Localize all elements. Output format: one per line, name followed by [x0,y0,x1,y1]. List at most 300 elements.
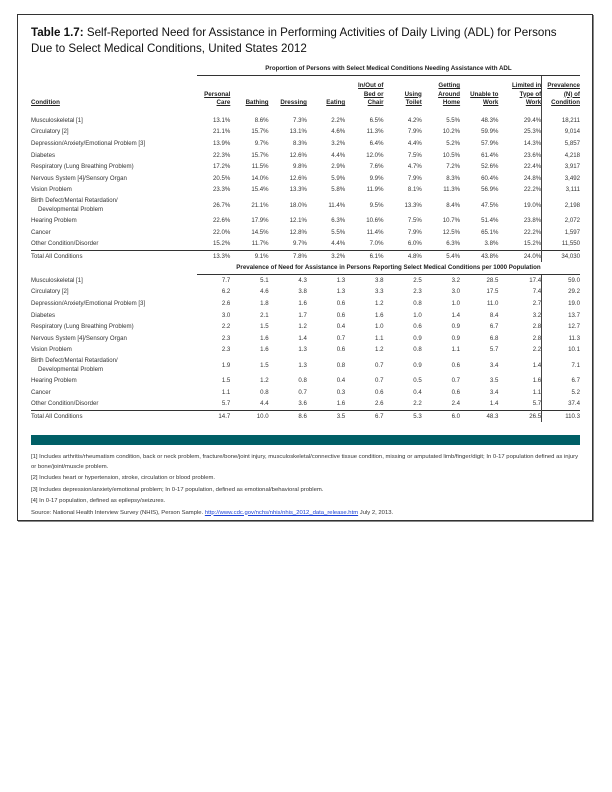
total-value-cell: 3.5 [312,410,350,422]
column-header-line [274,91,307,100]
total-value-cell: 110.3 [542,410,580,422]
value-cell: 22.2% [503,226,541,238]
value-cell: 9.7% [254,140,269,148]
column-header [274,75,312,111]
table-row [31,344,580,356]
condition-cell [31,126,197,138]
condition-label: Depression/Anxiety/Emotional Problem [3] [31,140,146,148]
value-cell: 15.2% [213,240,231,248]
spacer [31,63,197,75]
column-header-line [312,91,345,100]
value-cell: 7.5% [407,217,422,225]
column-header-line [31,91,197,100]
value-cell: 0.4 [336,323,346,331]
value-cell: 7.5% [407,151,422,159]
condition-label: Musculoskeletal [1] [31,116,83,124]
value-cell: 1.2 [375,300,384,308]
value-cell: 2,072 [564,217,580,225]
condition-cell [31,274,197,286]
table-row [31,173,580,185]
condition-cell [31,298,197,310]
value-cell: 5.8% [331,186,346,194]
value-cell: 5.7 [503,398,541,410]
value-cell: 1.3 [298,346,307,354]
column-header-line: Condition [31,99,60,107]
value-cell: 12.6% [289,151,307,159]
value-cell: 10.1 [568,346,580,354]
column-header-line: Getting [438,82,461,90]
value-cell: 2.2 [221,323,231,331]
column-header [427,75,465,111]
table-title [31,25,581,57]
value-cell: 1.1 [221,388,231,396]
value-cell: 23.6% [503,149,541,161]
table-row [31,286,580,298]
value-cell: 0.3 [336,388,346,396]
value-cell: 0.6 [336,311,346,319]
value-cell: 4.4% [331,240,346,248]
total-value-cell: 4.8% [388,250,426,262]
total-row [31,250,580,262]
value-cell: 1.1 [451,346,461,354]
value-cell: 13.1% [213,116,231,124]
value-cell: 10.2% [442,128,461,136]
total-value-cell: 13.3% [197,250,235,262]
condition-cell [31,238,197,250]
value-cell: 0.6 [336,346,346,354]
value-cell: 22.6% [213,217,231,225]
column-header-line: Bathing [245,99,269,107]
condition-cell [31,375,197,387]
total-value-cell: 5.3 [388,410,426,422]
value-cell: 7.4 [503,286,541,298]
value-cell: 3.8 [298,288,307,296]
value-cell: 3.4 [489,388,499,396]
total-label: Total All Conditions [31,410,197,422]
column-header [350,75,388,111]
value-cell: 6.8 [489,334,499,342]
value-cell: 2.6 [221,300,231,308]
value-cell: 1,597 [564,228,580,236]
value-cell: 3.2% [331,140,346,148]
footnote-3: [3] Includes depression/anxiety/emotional problem; In 0-17 population, defined as emotional/behavioral problem. [31,486,324,493]
value-cell: 0.6 [451,361,461,369]
value-cell: 2.8 [503,321,541,333]
value-cell: 17.4 [503,274,541,286]
value-cell: 11.4% [366,228,384,236]
total-value-cell: 9.1% [235,250,273,262]
column-header [542,75,580,111]
value-cell: 15.7% [251,151,269,159]
value-cell: 8.1% [407,186,422,194]
condition-label: Diabetes [31,151,56,159]
condition-label: Cancer [31,388,51,396]
table-row [31,298,580,310]
condition-label: Other Condition/Disorder [31,400,99,408]
value-cell: 7.1 [571,361,580,369]
column-header [312,75,350,111]
value-cell: 3.4 [489,361,499,369]
teal-divider-bar [31,435,580,445]
condition-label: Birth Defect/Mental Retardation/ [31,196,118,204]
value-cell: 52.6% [481,163,499,171]
value-cell: 18.0% [289,201,307,209]
column-header-line: Home [442,99,461,107]
total-value-cell: 8.6 [274,410,312,422]
condition-cell [31,138,197,150]
value-cell: 2.2 [413,400,422,408]
value-cell: 3,111 [565,186,580,194]
table-row [31,215,580,227]
condition-label: Hearing Problem [31,377,77,385]
value-cell: 11.3% [443,186,461,194]
table-row [31,309,580,321]
value-cell: 22.3% [213,151,231,159]
value-cell: 11,550 [561,240,580,248]
value-cell: 21.1% [213,128,231,136]
value-cell: 2.8 [503,333,541,345]
table-row [31,138,580,150]
value-cell: 2.3 [221,346,231,354]
value-cell: 5.7 [489,346,499,354]
value-cell: 6.7 [571,377,580,385]
value-cell: 2.1 [260,311,269,319]
value-cell: 1.8 [260,300,269,308]
value-cell: 7.9% [407,228,422,236]
column-header-line: Work [525,99,542,107]
value-cell: 14.3% [503,138,541,150]
value-cell: 8.4% [446,201,461,209]
value-cell: 0.6 [336,300,346,308]
value-cell: 14.0% [251,174,269,182]
total-value-cell: 34,030 [542,250,580,262]
value-cell: 2.2 [503,344,541,356]
column-header-line: Care [216,99,231,107]
value-cell: 9,014 [564,128,580,136]
value-cell: 65.1% [481,228,499,236]
value-cell: 8.3% [293,140,307,148]
value-cell: 13.3% [404,201,422,209]
value-cell: 0.9 [413,361,422,369]
value-cell: 23.3% [213,186,231,194]
column-header-line [235,82,268,91]
value-cell: 7.6% [369,163,384,171]
total-label: Total All Conditions [31,250,197,262]
value-cell: 3.2 [451,276,461,284]
value-cell: 6.4% [369,140,384,148]
value-cell: 4.2% [407,116,422,124]
value-cell: 1.0 [413,311,422,319]
condition-label: Vision Problem [31,346,72,354]
table-row [31,226,580,238]
spacer [31,262,197,274]
value-cell: 0.7 [375,377,384,385]
column-header-row [31,75,580,111]
column-header-line [274,82,307,91]
value-cell: 47.5% [481,201,499,209]
column-header [503,75,541,111]
value-cell: 10.6% [366,217,384,225]
table-row [31,375,580,387]
condition-cell [31,226,197,238]
value-cell: 29.4% [503,115,541,127]
column-header-line: Unable to [470,90,499,98]
value-cell: 56.9% [481,186,499,194]
condition-label-continued: Developmental Problem [38,366,104,374]
value-cell: 0.7 [451,377,461,385]
value-cell: 1.0 [375,323,384,331]
table-row [31,149,580,161]
value-cell: 9.9% [369,174,384,182]
value-cell: 15.4% [251,186,269,194]
total-value-cell: 10.0 [235,410,273,422]
total-value-cell: 3.2% [312,250,350,262]
value-cell: 7.9% [407,174,422,182]
table-row [31,161,580,173]
column-header-line [388,82,421,91]
value-cell: 15.2% [503,238,541,250]
value-cell: 7.0% [369,240,384,248]
value-cell: 12.7 [568,323,580,331]
value-cell: 0.7 [336,334,346,342]
condition-label: Hearing Problem [31,217,77,225]
value-cell: 1.3 [336,288,346,296]
column-header [235,75,273,111]
value-cell: 1.4 [451,311,461,319]
column-header-line: Type of [519,90,542,98]
value-cell: 7.9% [407,128,422,136]
value-cell: 2.4 [451,400,461,408]
value-cell: 2.9% [331,163,346,171]
value-cell: 21.1% [251,201,269,209]
value-cell: 17.2% [213,163,231,171]
value-cell: 29.2 [568,288,580,296]
condition-cell [31,398,197,410]
column-header-line: (N) of [563,90,580,98]
value-cell: 25.3% [503,126,541,138]
value-cell: 8.3% [446,174,461,182]
table-row [31,274,580,286]
column-header-line: Personal [204,90,231,98]
value-cell: 1.6 [260,346,269,354]
condition-cell [31,333,197,345]
value-cell: 6.3% [446,240,461,248]
column-header-line: Condition [551,99,580,107]
value-cell: 0.8 [298,377,307,385]
value-cell: 5.2% [446,140,461,148]
total-value-cell: 7.8% [274,250,312,262]
value-cell: 1.2 [260,377,269,385]
value-cell: 1.3 [298,361,307,369]
condition-cell [31,161,197,173]
value-cell: 1.4 [503,356,541,375]
condition-label-continued: Developmental Problem [38,206,104,214]
value-cell: 3.8% [484,240,499,248]
value-cell: 1.6 [503,375,541,387]
value-cell: 1.3 [336,276,346,284]
value-cell: 7.7 [221,276,231,284]
value-cell: 3,492 [564,174,580,182]
condition-cell [31,356,197,375]
value-cell: 1.5 [260,323,269,331]
value-cell: 1.1 [503,386,541,398]
condition-label: Respiratory (Lung Breathing Problem) [31,163,134,171]
condition-cell [31,215,197,227]
value-cell: 0.6 [451,388,461,396]
value-cell: 11.5% [251,163,269,171]
value-cell: 4.7% [407,163,422,171]
value-cell: 1.5 [260,361,269,369]
condition-label: Nervous System [4]/Sensory Organ [31,334,127,342]
condition-label: Other Condition/Disorder [31,240,99,248]
value-cell: 4,218 [564,151,580,159]
value-cell: 2.3 [221,334,231,342]
value-cell: 59.0 [568,276,580,284]
prevalence-table [31,262,580,422]
value-cell: 3.3 [375,288,384,296]
value-cell: 19.0% [503,196,541,215]
value-cell: 57.9% [481,140,499,148]
table-title-text: Self-Reported Need for Assistance in Performing Activities of Daily Living (ADL) for Persons Due to Select Medical Conditions, United States 2012 [31,26,557,55]
value-cell: 2.3 [413,288,422,296]
value-cell: 10.7% [442,217,461,225]
value-cell: 0.6 [413,323,422,331]
table-frame [17,14,593,521]
value-cell: 22.0% [213,228,231,236]
value-cell: 0.4 [336,377,346,385]
column-header-line [312,82,345,91]
value-cell: 8.4 [489,311,499,319]
table-row [31,398,580,410]
condition-label: Cancer [31,228,51,236]
value-cell: 5.5% [331,228,346,236]
value-cell: 15.7% [251,128,269,136]
source-note [31,508,579,520]
condition-label: Musculoskeletal [1] [31,276,83,284]
value-cell: 3,917 [564,163,580,171]
value-cell: 5.7 [221,400,231,408]
value-cell: 17.9% [251,217,269,225]
table-row [31,238,580,250]
total-value-cell: 6.7 [350,410,388,422]
condition-cell [31,173,197,185]
value-cell: 1.4 [489,400,499,408]
column-header-line: Around [438,90,461,98]
total-value-cell: 43.8% [465,250,503,262]
value-cell: 61.4% [481,151,499,159]
table-row [31,333,580,345]
value-cell: 5.1 [260,276,269,284]
value-cell: 7.2% [446,163,461,171]
column-header-line: Chair [367,99,384,107]
total-value-cell: 26.5 [503,410,541,422]
column-header [197,75,235,111]
table-row [31,184,580,196]
value-cell: 4.6 [260,288,269,296]
value-cell: 24.8% [503,173,541,185]
condition-label: Diabetes [31,311,56,319]
total-value-cell: 6.0 [427,410,465,422]
value-cell: 0.7 [298,388,307,396]
value-cell: 6.3% [331,217,346,225]
value-cell: 1.5 [221,377,231,385]
value-cell: 1.6 [375,311,384,319]
value-cell: 1.6 [298,300,307,308]
value-cell: 5,857 [564,140,580,148]
condition-cell [31,115,197,127]
condition-cell [31,196,197,215]
value-cell: 4.4 [260,400,269,408]
column-header-line: Limited in [511,82,542,90]
value-cell: 0.7 [375,361,384,369]
value-cell: 3.8 [375,276,384,284]
value-cell: 37.4 [568,400,580,408]
footnote-4: [4] In 0-17 population, defined as epilepsy/seizures. [31,498,166,504]
value-cell: 17.5 [486,288,499,296]
value-cell: 1.6 [336,400,346,408]
condition-cell [31,184,197,196]
value-cell: 4.6% [331,128,346,136]
column-header-line [465,82,498,91]
value-cell: 1.0 [451,300,461,308]
condition-cell [31,386,197,398]
value-cell: 11.0 [486,300,499,308]
column-header-line: In/Out of [358,82,384,90]
table-row [31,356,580,375]
value-cell: 5.2 [571,388,580,396]
table-number: Table 1.7: [31,26,84,39]
value-cell: 9.5% [369,201,384,209]
total-value-cell: 5.4% [427,250,465,262]
value-cell: 0.9 [451,323,461,331]
value-cell: 2,198 [564,201,580,209]
column-header-line: Bed or [363,90,384,98]
value-cell: 1.2 [298,323,307,331]
value-cell: 59.9% [481,128,499,136]
column-header [31,75,197,111]
value-cell: 0.8 [336,361,346,369]
source-link[interactable]: http://www.cdc.gov/nchs/nhis/nhis_2012_data_release.htm [204,509,359,516]
value-cell: 4.4% [407,140,422,148]
condition-cell [31,286,197,298]
value-cell: 18,211 [561,116,580,124]
footnotes [31,451,579,519]
value-cell: 8.6% [254,116,269,124]
total-value-cell: 14.7 [197,410,235,422]
value-cell: 2.2% [331,116,346,124]
value-cell: 11.7% [251,240,269,248]
value-cell: 2.6 [375,400,384,408]
value-cell: 14.5% [251,228,269,236]
condition-cell [31,149,197,161]
value-cell: 6.0% [407,240,422,248]
total-value-cell: 48.3 [465,410,503,422]
value-cell: 6.7 [489,323,499,331]
condition-cell [31,321,197,333]
value-cell: 5.9% [331,174,346,182]
total-row [31,410,580,422]
value-cell: 6.2 [221,288,231,296]
value-cell: 10.5% [442,151,461,159]
value-cell: 22.2% [503,184,541,196]
value-cell: 1.4 [298,334,307,342]
table-row [31,115,580,127]
condition-label: Circulatory [2] [31,128,69,136]
value-cell: 22.4% [503,161,541,173]
value-cell: 12.0% [366,151,384,159]
value-cell: 48.3% [481,116,499,124]
condition-label: Birth Defect/Mental Retardation/ [31,356,118,364]
